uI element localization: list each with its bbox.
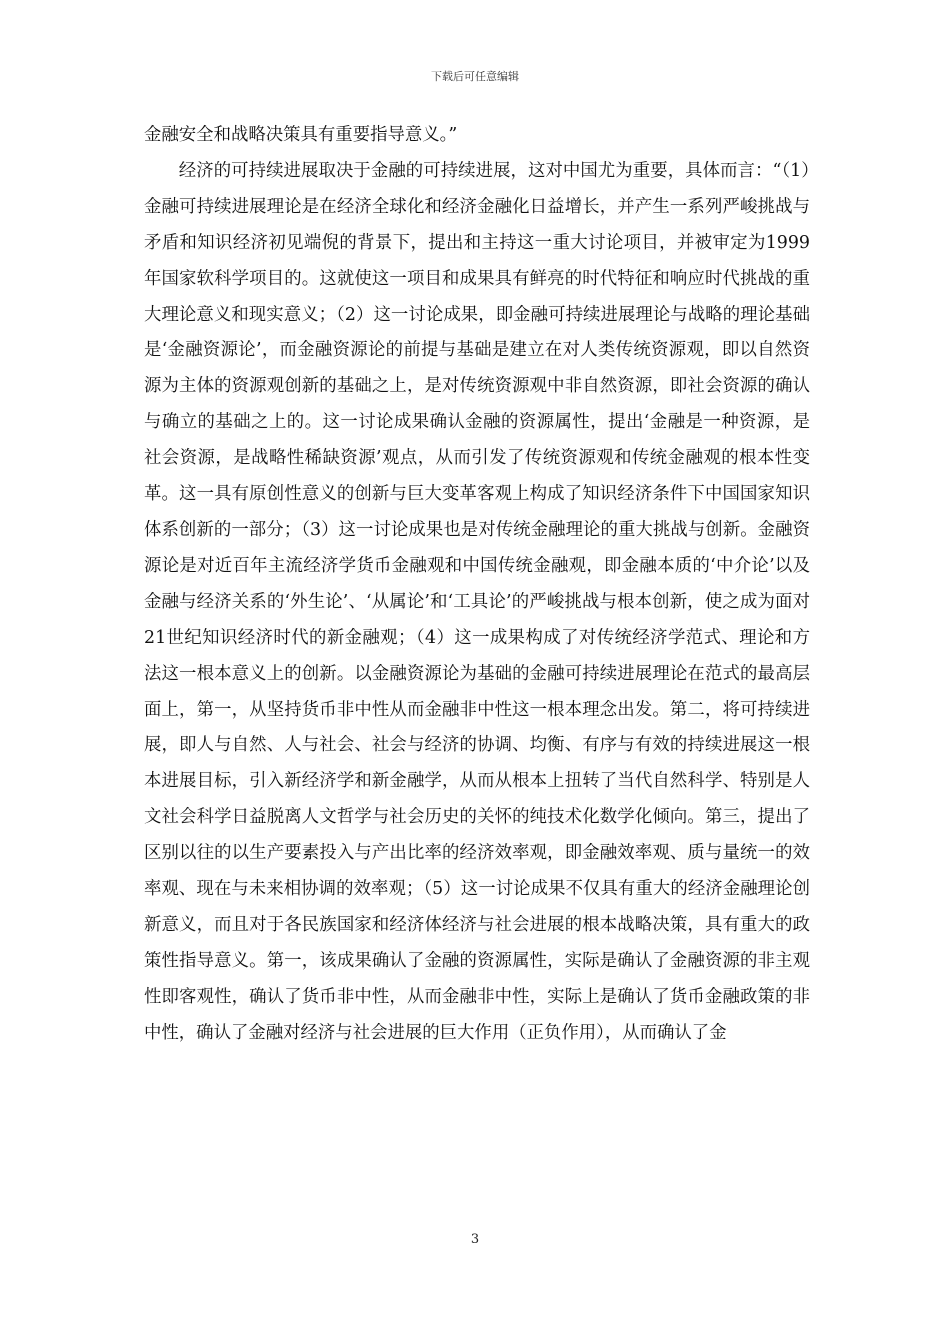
page-number: 3 xyxy=(470,1232,480,1247)
paragraph-continuation: 金融安全和战略决策具有重要指导意义。” xyxy=(144,125,458,145)
paragraph-main: 经济的可持续进展取决于金融的可持续进展，这对中国尤为重要，具体而言：“（1）金融可持续进展理论是在经济全球化和经济金融化日益增长，并产生一系列严峻挑战与矛盾和知识经济初见端倪的背景下，提出和主持这一重大讨论项目，并被审定为1999年国家软科学项目的。这就使这一项目和成果具有鲜亮的时代特征和响应时代挑战的重大理论意义和现实意义；（2）这一讨论成果，即金融可持续进展理论与战略的理论基础是‘金融资源论’，而金融资源论的前提与基础是建立在对人类传统资源观，即以自然资源为主体的资源观创新的基础之上，是对传统资源观中非自然资源，即社会资源的确认与确立的基础之上的。这一讨论成果确认金融的资源属性，提出‘金融是一种资源，是社会资源，是战略性稀缺资源’观点，从而引发了传统资源观和传统金融观的根本性变革。这一具有原创性意义的创新与巨大变革客观上构成了知识经济条件下中国国家知识体系创新的一部分；（3）这一讨论成果也是对传统金融理论的重大挑战与创新。金融资源论是对近百年主流经济学货币金融观和中国传统金融观，即金融本质的‘中介论’以及金融与经济关系的‘外生论’、‘从属论’和‘工具论’的严峻挑战与根本创新，使之成为面对21世纪知识经济时代的新金融观；（4）这一成果构成了对传统经济学范式、理论和方法这一根本意义上的创新。以金融资源论为基础的金融可持续进展理论在范式的最高层面上，第一，从坚持货币非中性从而金融非中性这一根本理念出发。第二，将可持续进展，即人与自然、人与社会、社会与经济的协调、均衡、有序与有效的持续进展这一根本进展目标，引入新经济学和新金融学，从而从根本上扭转了当代自然科学、特别是人文社会科学日益脱离人文哲学与社会历史的关怀的纯技术化数学化倾向。第三，提出了区别以往的以生产要素投入与产出比率的经济效率观，即金融效率观、质与量统一的效率观、现在与未来相协调的效率观；（5）这一讨论成果不仅具有重大的经济金融理论创新意义，而且对于各民族国家和经济体经济与社会进展的根本战略决策，具有重大的政策性指导意义。第一，该成果确认了金融的资源属性，实际是确认了金融资源的非主观性即客观性，确认了货币非中性，从而金融非中性，实际上是确认了货币金融政策的非中性，确认了金融对经济与社会进展的巨大作用（正负作用），从而确认了金 xyxy=(144,160,810,1043)
document-body xyxy=(144,118,810,1052)
page-header: 下载后可任意编辑 xyxy=(431,70,519,83)
